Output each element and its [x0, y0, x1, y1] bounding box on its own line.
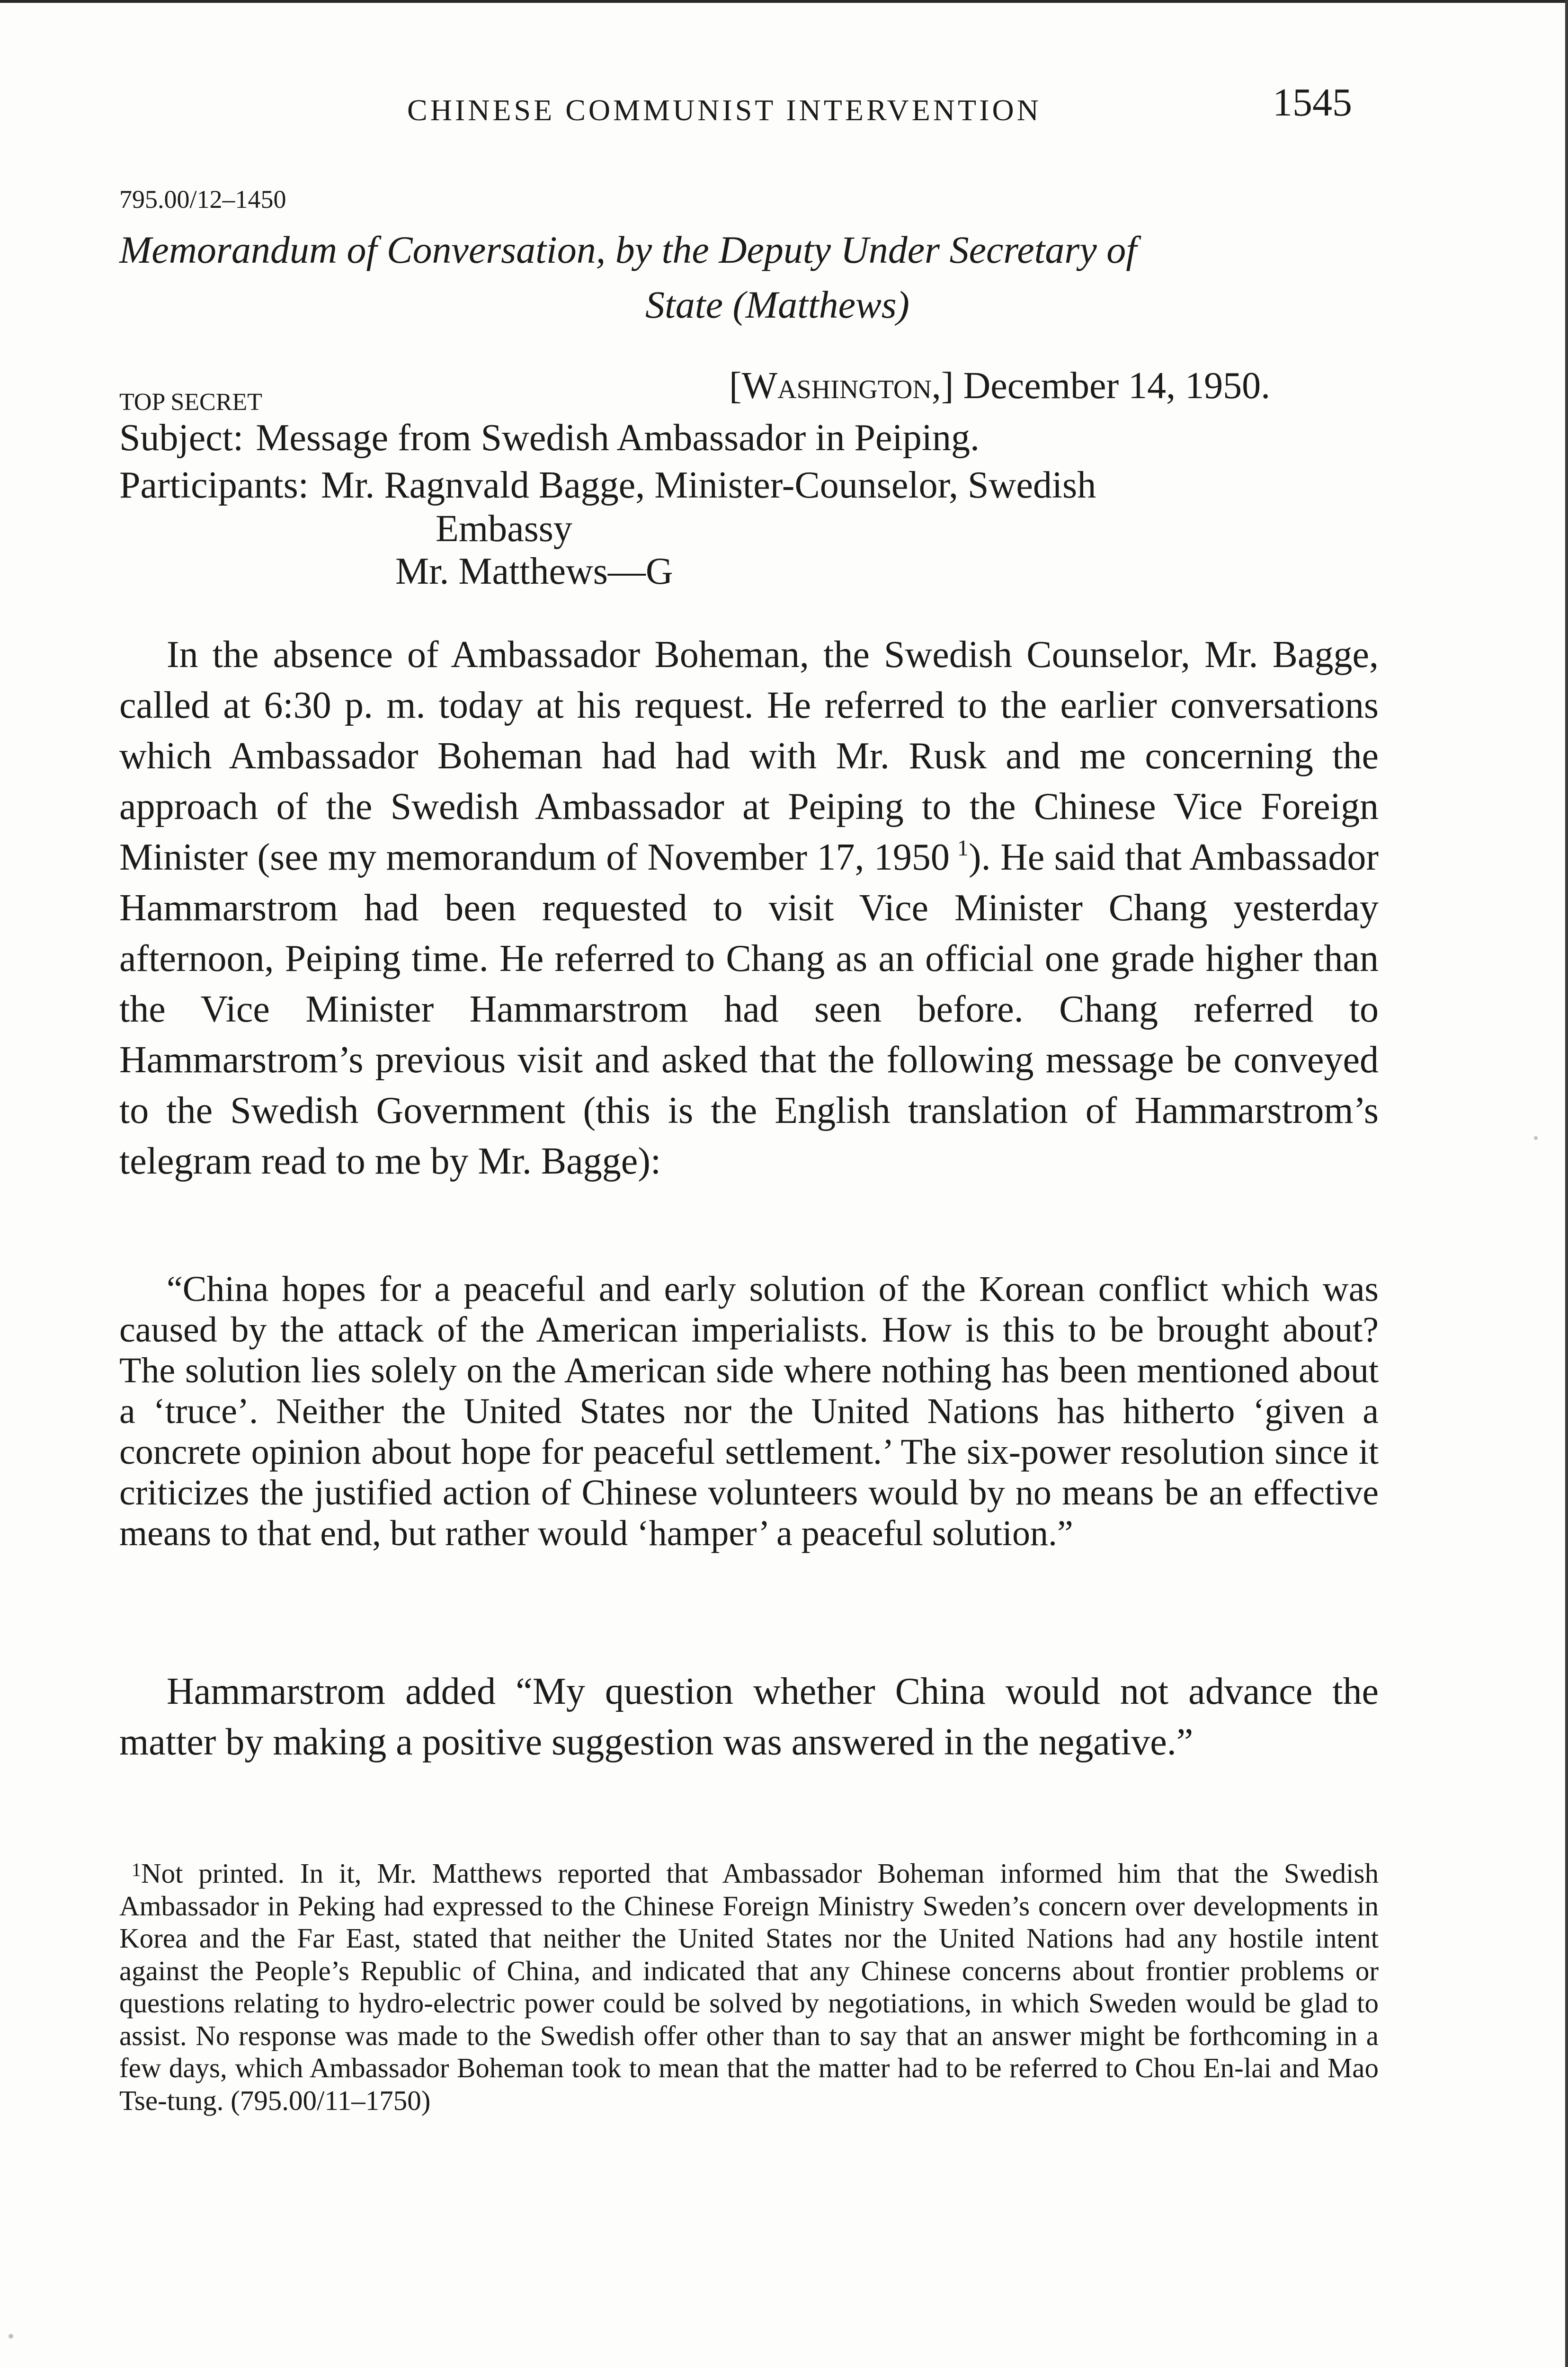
footnote [119, 1854, 1379, 2117]
participant-2: Mr. Matthews—G [395, 551, 673, 592]
dateline-place: Washington [741, 365, 932, 407]
paragraph-1-part-1: In the absence of Ambassador Boheman, the Swedish Counselor, Mr. Bagge, called at 6:30 p. m. today at his request. He referred to the earlier conversations which Ambassador Boheman had had with Mr. Rusk and me concerning the approach of the Swedish Ambassador at Peiping to the Chinese Vice Foreign Minister (see my memorandum of November 17, 1950 [119, 634, 1379, 878]
classification-label: TOP SECRET [119, 389, 262, 416]
running-head: CHINESE COMMUNIST INTERVENTION [407, 93, 1042, 127]
scan-edge-top [0, 0, 1568, 3]
scan-speck [1534, 1136, 1538, 1140]
quoted-message: “China hopes for a peaceful and early solution of the Korean conflict which was caused by the attack of the American imperialists. How is this to be brought about? The solution lies solely on the American side where nothing has been mentioned about a ‘truce’. Neither the United States nor the United Nations has hitherto ‘given a concrete opinion about hope for peaceful settlement.’ The six-power resolution since it criticizes the justified action of Chinese volunteers would by no means be an effective means to that end, but rather would ‘hamper’ a peaceful solution.” [119, 1269, 1379, 1553]
file-number: 795.00/12–1450 [119, 185, 286, 214]
body-paragraph-1 [119, 630, 1379, 1187]
participant-1: Mr. Ragnvald Bagge, Minister-Counselor, Swedish [321, 464, 1096, 506]
page-number: 1545 [1273, 80, 1352, 125]
dateline: [Washington,] December 14, 1950. [729, 365, 1271, 407]
paragraph-1-part-2: ). He said that Ambassador Hammarstrom had been requested to visit Vice Minister Chang yesterday afternoon, Peiping time. He referred to Chang as an official one grade higher than the Vice Minister Hammarstrom had seen before. Chang referred to Hammarstrom’s previous visit and asked that the following message be conveyed to the Swedish Government (this is the English translation of Hammarstrom’s telegram read to me by Mr. Bagge): [119, 836, 1379, 1182]
participants-line [119, 464, 1096, 507]
subject-line [119, 417, 980, 460]
footnote-reference[interactable]: 1 [957, 836, 969, 861]
title-line-2: State (Matthews) [645, 283, 909, 326]
footnote-marker: 1 [132, 1859, 141, 1880]
dateline-date: December 14, 1950. [963, 365, 1271, 407]
participants-label: Participants: [119, 464, 309, 506]
scan-edge-right [1565, 0, 1568, 2367]
participant-1-continued: Embassy [436, 508, 572, 550]
scan-speck [9, 2334, 13, 2339]
document-title [119, 222, 1379, 332]
subject-text: Message from Swedish Ambassador in Peiping. [256, 417, 980, 459]
subject-label: Subject: [119, 417, 244, 459]
footnote-text: Not printed. In it, Mr. Matthews reported that Ambassador Boheman informed him that the Swedish Ambassador in Peking had expressed to the Chinese Foreign Ministry Sweden’s concern over developments in Korea and the Far East, stated that neither the United States nor the United Nations had any hostile intent against the People’s Republic of China, and indicated that any Chinese concerns about frontier problems or questions relating to hydro-electric power could be solved by negotiations, in which Sweden would be glad to assist. No response was made to the Swedish offer other than to say that an answer might be forthcoming in a few days, which Ambassador Boheman took to mean that the matter had to be referred to Chou En-lai and Mao Tse-tung. (795.00/11–1750) [119, 1858, 1379, 2116]
title-line-1: Memorandum of Conversation, by the Deputy Under Secretary of [119, 228, 1137, 271]
body-paragraph-2: Hammarstrom added “My question whether China would not advance the matter by making a positive suggestion was answered in the negative.” [119, 1671, 1379, 1763]
